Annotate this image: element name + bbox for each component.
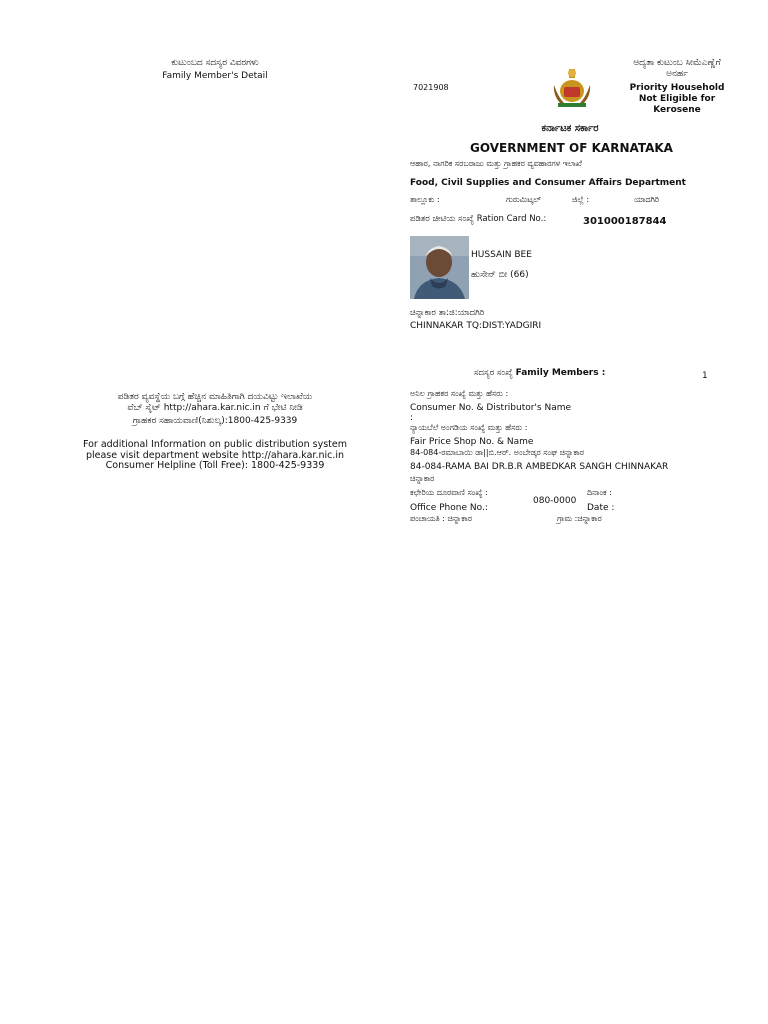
district-label: ಜಿಲ್ಲೆ : <box>572 195 590 204</box>
fps-label-kn: ನ್ಯಾಯಬೆಲೆ ಅಂಗಡಿಯ ಸಂಖ್ಯೆ ಮತ್ತು ಹೆಸರು : <box>410 423 528 432</box>
taluk-label: ತಾಲ್ಲೂಕು : <box>410 195 440 204</box>
taluk-value: ಗುರುಮಿಟ್ಕಲ್ <box>506 195 542 204</box>
family-members-label-en: Family Members : <box>515 368 606 378</box>
family-members-label-kn: ಸದಸ್ಯರ ಸಂಖ್ಯೆ <box>474 368 513 378</box>
dept-name-en: Food, Civil Supplies and Consumer Affairs Department <box>410 178 686 188</box>
panchayat: ಪಂಚಾಯತಿ : ಚಿನ್ನಾಕಾರ <box>410 514 472 523</box>
ration-card-number: 301000187844 <box>583 216 667 227</box>
karnataka-emblem-icon <box>550 67 594 109</box>
fps-value-en: 84-084-RAMA BAI DR.B.R AMBEDKAR SANGH CHINNAKAR <box>410 462 669 472</box>
address-en: CHINNAKAR TQ:DIST:YADGIRI <box>410 321 542 331</box>
office-phone-value: 080-0000 <box>533 496 577 506</box>
date-label-en: Date : <box>587 503 615 513</box>
ration-card-label: ಪಡಿತರ ಚೀಟಿಯ ಸಂಖ್ಯೆ Ration Card No.: <box>410 214 547 224</box>
family-members-count: 1 <box>702 371 708 381</box>
date-label-kn: ದಿನಾಂಕ : <box>587 488 612 497</box>
category-kn: ಆದ್ಯತಾ ಕುಟುಂಬ ಸೀಮೆಎಣ್ಣೆಗೆ <box>633 58 721 68</box>
info-en-line-1: For additional Information on public distribution system <box>82 439 348 450</box>
member-photo <box>410 236 469 299</box>
category-kn-2: ಅನರ್ಹ <box>666 69 688 79</box>
info-kn-line-1: ಪಡಿತರ ವ್ಯವಸ್ಥೆಯ ಬಗ್ಗೆ ಹೆಚ್ಚಿನ ಮಾಹಿತಿಗಾಗಿ ದಯವಿಟ್ಟು ಇಲಾಖೆಯ <box>117 392 313 402</box>
office-phone-label-kn: ಕಛೇರಿಯ ದೂರವಾಣಿ ಸಂಖ್ಯೆ : <box>410 488 488 497</box>
fps-label-en: Fair Price Shop No. & Name <box>410 437 534 447</box>
household-category <box>612 58 742 116</box>
category-en-3: Kerosene <box>653 105 701 115</box>
info-block-en <box>80 440 350 472</box>
family-members-label <box>474 368 605 378</box>
office-phone-label-en: Office Phone No.: <box>410 503 488 513</box>
family-detail-header-kn: ಕುಟುಂಬದ ಸದಸ್ಯರ ವಿವರಗಳು <box>171 58 259 68</box>
address-kn: ಚಿನ್ನಾಕಾರ ತಾ:ಜಿ:ಯಾದಗಿರಿ <box>410 308 485 318</box>
info-block-kn <box>80 392 350 427</box>
village: ಗ್ರಾಮ :ಚಿನ್ನಾಕಾರ <box>557 514 602 523</box>
info-kn-line-3: ಗ್ರಾಹಕರ ಸಹಾಯವಾಣಿ(ನಿಶುಲ್ಕ):1800-425-9339 <box>132 416 298 426</box>
info-en-line-3: Consumer Helpline (Toll Free): 1800-425-9339 <box>105 460 325 471</box>
dept-name-kn: ಆಹಾರ, ನಾಗರಿಕ ಸರಬರಾಜು ಮತ್ತು ಗ್ರಾಹಕರ ವ್ಯವಹಾರಗಳ ಇಲಾಖೆ <box>410 159 582 168</box>
consumer-value: : <box>410 413 414 423</box>
district-value: ಯಾದಗಿರಿ <box>634 195 660 204</box>
info-en-line-2: please visit department website http://ahara.kar.nic.in <box>85 449 345 461</box>
info-kn-line-2: ವೆಬ್ ಸೈಟ್ http://ahara.kar.nic.in ಗೆ ಭೇಟಿ ನೀಡಿ <box>127 403 303 413</box>
consumer-label-en: Consumer No. & Distributor's Name <box>410 403 572 413</box>
member-name-kn: ಹುಸೇನ್ ಬೀ (66) <box>471 270 529 280</box>
family-detail-header <box>130 57 300 83</box>
category-en-1: Priority Household <box>629 83 725 93</box>
member-name-en: HUSSAIN BEE <box>471 250 532 260</box>
gov-title-kn: ಕರ್ನಾಟಕ ಸರ್ಕಾರ <box>541 123 599 134</box>
category-en-2: Not Eligible for <box>638 94 716 104</box>
fps-value-kn: 84-084-ರಮಾಬಾಯಿ ಡಾ||ಬಿ.ಆರ್. ಅಂಬೇಡ್ಕರ ಸಂಘ ಚಿನ್ನಾಕಾರ <box>410 448 584 457</box>
gov-title-en: GOVERNMENT OF KARNATAKA <box>470 141 673 155</box>
family-detail-header-en: Family Member's Detail <box>162 71 268 81</box>
consumer-label-kn: ಅನಿಲ ಗ್ರಾಹಕರ ಸಂಖ್ಯೆ ಮತ್ತು ಹೆಸರು : <box>410 389 509 398</box>
card-code: 7021908 <box>413 83 449 92</box>
fps-value-kn-2: ಚಿನ್ನಾಕಾರ <box>410 474 435 483</box>
